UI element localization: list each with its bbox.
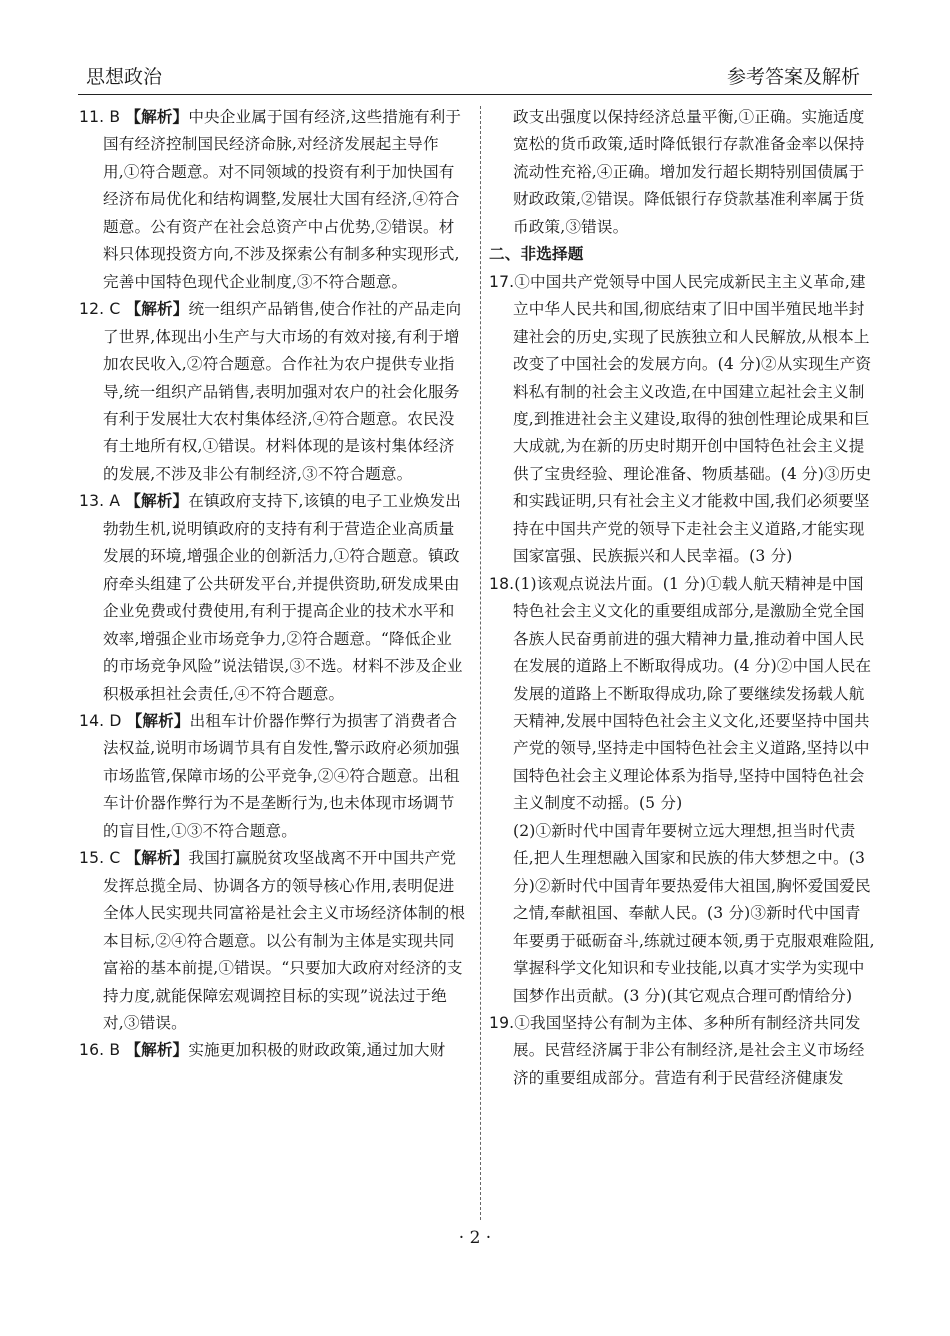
right-column (489, 104, 875, 1092)
answer-item-14: 14. D 【解析】出租车计价器作弊行为损害了消费者合法权益,说明市场调节具有自发性,警示政府必须加强市场监管,保障市场的公平竞争,②④符合题意。出租车计价器作弊行为不是垄断行为,也未体现市场调节的盲目性,①③不符合题意。 (79, 711, 460, 840)
column-divider (480, 106, 481, 1220)
answer-16-continuation: 政支出强度以保持经济总量平衡,①正确。实施适度宽松的货币政策,适时降低银行存款准备金率以保持流动性充裕,④正确。增加发行超长期特别国债属于财政政策,②错误。降低银行存贷款基准利率属于货币政策,③错误。 (513, 108, 865, 236)
answer-18-part-2: (2)①新时代中国青年要树立远大理想,担当时代责任,把人生理想融入国家和民族的伟大梦想之中。(3 分)②新时代中国青年要热爱伟大祖国,胸怀爱国爱民之情,奉献祖国、奉献人民。(3 分)③新时代中国青年要勇于砥砺奋斗,练就过硬本领,勇于克服艰难险阻,掌握科学文化知识和专业技能,以真才实学为实现中国梦作出贡献。(3 分)(其它观点合理可酌情给分) (513, 821, 875, 1005)
answer-item-17: 17.①中国共产党领导中国人民完成新民主主义革命,建立中华人民共和国,彻底结束了旧中国半殖民地半封建社会的历史,实现了民族独立和人民解放,从根本上改变了中国社会的发展方向。(4 分)②从实现生产资料私有制的社会主义改造,在中国建立起社会主义制度,到推进社会主义建设,取得的独创性理论成果和巨大成就,为在新的历史时期开创中国特色社会主义提供了宝贵经验、理论准备、物质基础。(4 分)③历史和实践证明,只有社会主义才能救中国,我们必须要坚持在中国共产党的领导下走社会主义道路,才能实现国家富强、民族振兴和人民幸福。(3 分) (489, 272, 872, 566)
subject-title: 思想政治 (86, 66, 163, 88)
header-rule (78, 94, 872, 95)
left-column (79, 104, 467, 1065)
document-title: 参考答案及解析 (726, 66, 860, 88)
answer-item-11: 11. B 【解析】中央企业属于国有经济,这些措施有利于国有经济控制国民经济命脉,对经济发展起主导作用,①符合题意。对不同领域的投资有利于加快国有经济布局优化和结构调整,发展壮大国有经济,④符合题意。公有资产在社会总资产中占优势,②错误。材料只体现投资方向,不涉及探索公有制多种实现形式,完善中国特色现代企业制度,③不符合题意。 (79, 108, 462, 291)
section-title-nonchoice: 二、非选择题 (489, 245, 584, 264)
answer-item-19: 19.①我国坚持公有制为主体、多种所有制经济共同发展。民营经济属于非公有制经济,是社会主义市场经济的重要组成部分。营造有利于民营经济健康发 (489, 1013, 865, 1087)
answer-item-13: 13. A 【解析】在镇政府支持下,该镇的电子工业焕发出勃勃生机,说明镇政府的支持有利于营造企业高质量发展的环境,增强企业的创新活力,①符合题意。镇政府牵头组建了公共研发平台,并提供资助,研发成果由企业免费或付费使用,有利于提高企业的技术水平和效率,增强企业市场竞争力,②符合题意。“降低企业的市场竞争风险”说法错误,③不选。材料不涉及企业积极承担社会责任,④不符合题意。 (79, 492, 463, 703)
answer-item-16: 16. B 【解析】实施更加积极的财政政策,通过加大财 (79, 1041, 446, 1060)
answer-item-18: 18.(1)该观点说法片面。(1 分)①载人航天精神是中国特色社会主义文化的重要组成部分,是激励全党全国各族人民奋勇前进的强大精神力量,推动着中国人民在发展的道路上不断取得成功。(4 分)②中国人民在发展的道路上不断取得成功,除了要继续发扬载人航天精神,发展中国特色社会主义文化,还要坚持中国共产党的领导,坚持走中国特色社会主义道路,坚持以中国特色社会主义理论体系为指导,坚持中国特色社会主义制度不动摇。(5 分) (489, 574, 872, 813)
answer-item-12: 12. C 【解析】统一组织产品销售,使合作社的产品走向了世界,体现出小生产与大市场的有效对接,有利于增加农民收入,②符合题意。合作社为农户提供专业指导,统一组织产品销售,表明加强对农户的社会化服务有利于发展壮大农村集体经济,④符合题意。农民没有土地所有权,①错误。材料体现的是该村集体经济的发展,不涉及非公有制经济,③不符合题意。 (79, 300, 462, 483)
page-number: · 2 · (458, 1228, 492, 1248)
answer-item-15: 15. C 【解析】我国打赢脱贫攻坚战离不开中国共产党发挥总揽全局、协调各方的领导核心作用,表明促进全体人民实现共同富裕是社会主义市场经济体制的根本目标,②④符合题意。以公有制为主体是实现共同富裕的基本前提,①错误。“只要加大政府对经济的支持力度,就能保障宏观调控目标的实现”说法过于绝对,③错误。 (79, 849, 466, 1032)
